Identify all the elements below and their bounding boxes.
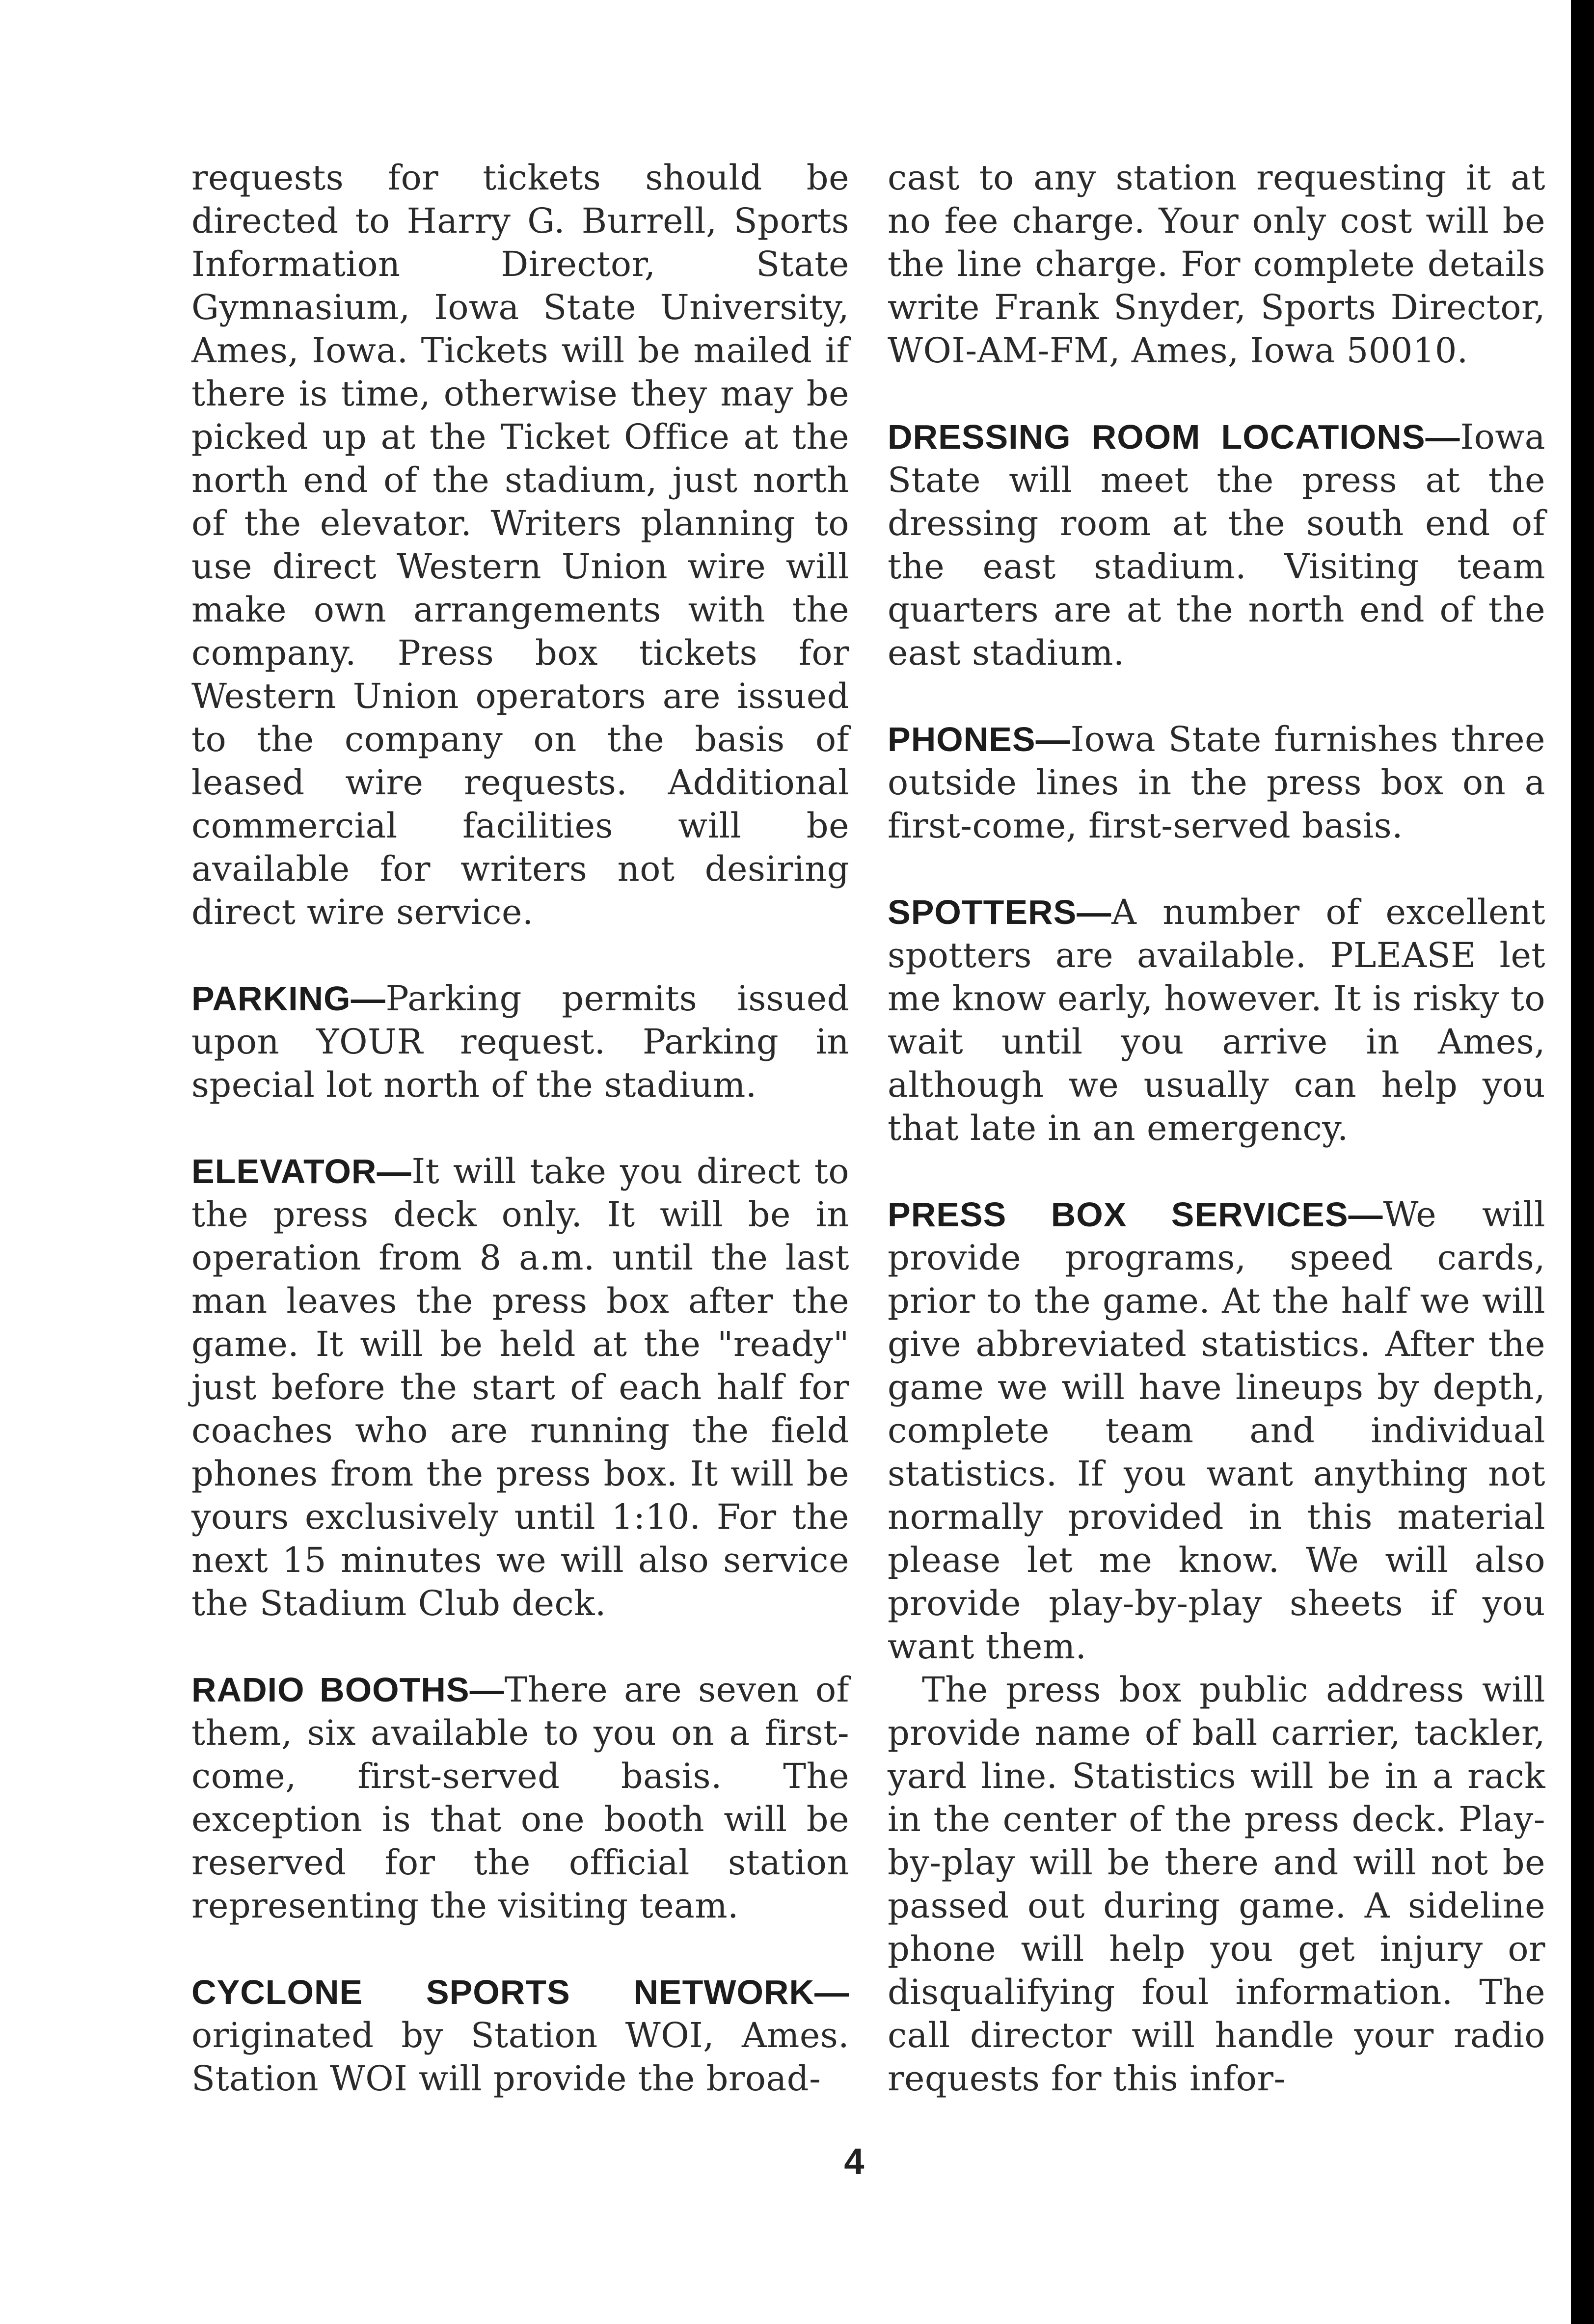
parking-heading: PARKING— xyxy=(191,979,386,1018)
public-address-text: The press box public address will provide name of ball carrier, tackler, yard line. Statistics will be in a rack in the center of the press deck. Play-by-play will be there and will not be passed out during game. A sideline phone will help you get injury or disqualifying foul information. The call director will handle your radio requests for this infor- xyxy=(888,1670,1545,2099)
dressing-room-text: Iowa State will meet the press at the dressing room at the south end of the east stadium. Visiting team quarters are at the north end of the east stadium. xyxy=(888,417,1545,673)
parking-section xyxy=(191,977,849,1107)
phones-text: Iowa State furnishes three outside lines in the press box on a first-come, first-served basis. xyxy=(888,719,1545,846)
dressing-room-heading: DRESSING ROOM LOCATIONS— xyxy=(888,418,1460,456)
press-box-services-text: We will provide programs, speed cards, prior to the game. At the half we will give abbreviated statistics. After the game we will have lineups by depth, complete team and individual statistics. If you want anything not normally provided in this material please let me know. We will also provide play-by-play sheets if you want them. xyxy=(888,1194,1545,1667)
phones-heading: PHONES— xyxy=(888,720,1071,758)
radio-booths-text: There are seven of them, six available to you on a first-come, first-served basis. The exception is that one booth will be reserved for the official station representing the visiting team. xyxy=(191,1670,849,1926)
spotters-text: A number of excellent spotters are available. PLEASE let me know early, however. It is risky to wait until you arrive in Ames, although we usually can help you that late in an emergency. xyxy=(888,892,1545,1148)
elevator-heading: ELEVATOR— xyxy=(191,1152,412,1190)
broadcast-paragraph xyxy=(888,156,1545,372)
cyclone-network-text: originated by Station WOI, Ames. Station WOI will provide the broad- xyxy=(191,2015,849,2099)
elevator-section xyxy=(191,1150,849,1625)
cyclone-network-section xyxy=(191,1971,849,2100)
right-column xyxy=(888,156,1545,2100)
press-box-services-heading: PRESS BOX SERVICES— xyxy=(888,1195,1383,1234)
tickets-text: requests for tickets should be directed to Harry G. Burrell, Sports Information Director, State Gymnasium, Iowa State University, Ames, Iowa. Tickets will be mailed if there is time, otherwise they may be picked up at the Ticket Office at the north end of the stadium, just north of the elevator. Writers planning to use direct Western Union wire will make own arrangements with the company. Press box tickets for Western Union operators are issued to the company on the basis of leased wire requests. Additional commercial facilities will be available for writers not desiring direct wire service. xyxy=(191,158,849,932)
elevator-text: It will take you direct to the press deck only. It will be in operation from 8 a.m. until the last man leaves the press box after the game. It will be held at the "ready" just before the start of each half for coaches who are running the field phones from the press box. It will be yours exclusively until 1:10. For the next 15 minutes we will also service the Stadium Club deck. xyxy=(191,1151,849,1623)
press-box-services-section xyxy=(888,1193,1545,1668)
dressing-room-section xyxy=(888,415,1545,675)
cyclone-network-heading: CYCLONE SPORTS NETWORK— xyxy=(191,1973,849,2011)
parking-text: Parking permits issued upon YOUR request. Parking in special lot north of the stadium. xyxy=(191,978,849,1105)
radio-booths-heading: RADIO BOOTHS— xyxy=(191,1671,505,1709)
public-address-paragraph xyxy=(888,1668,1545,2100)
phones-section xyxy=(888,718,1545,847)
tickets-paragraph xyxy=(191,156,849,934)
scan-border xyxy=(1571,0,1594,2324)
broadcast-text: cast to any station requesting it at no fee charge. Your only cost will be the line charge. For complete details write Frank Snyder, Sports Director, WOI-AM-FM, Ames, Iowa 50010. xyxy=(888,158,1545,371)
spotters-heading: SPOTTERS— xyxy=(888,893,1112,931)
page-number: 4 xyxy=(844,2141,865,2182)
left-column xyxy=(191,156,849,2100)
radio-booths-section xyxy=(191,1668,849,1927)
spotters-section xyxy=(888,891,1545,1150)
